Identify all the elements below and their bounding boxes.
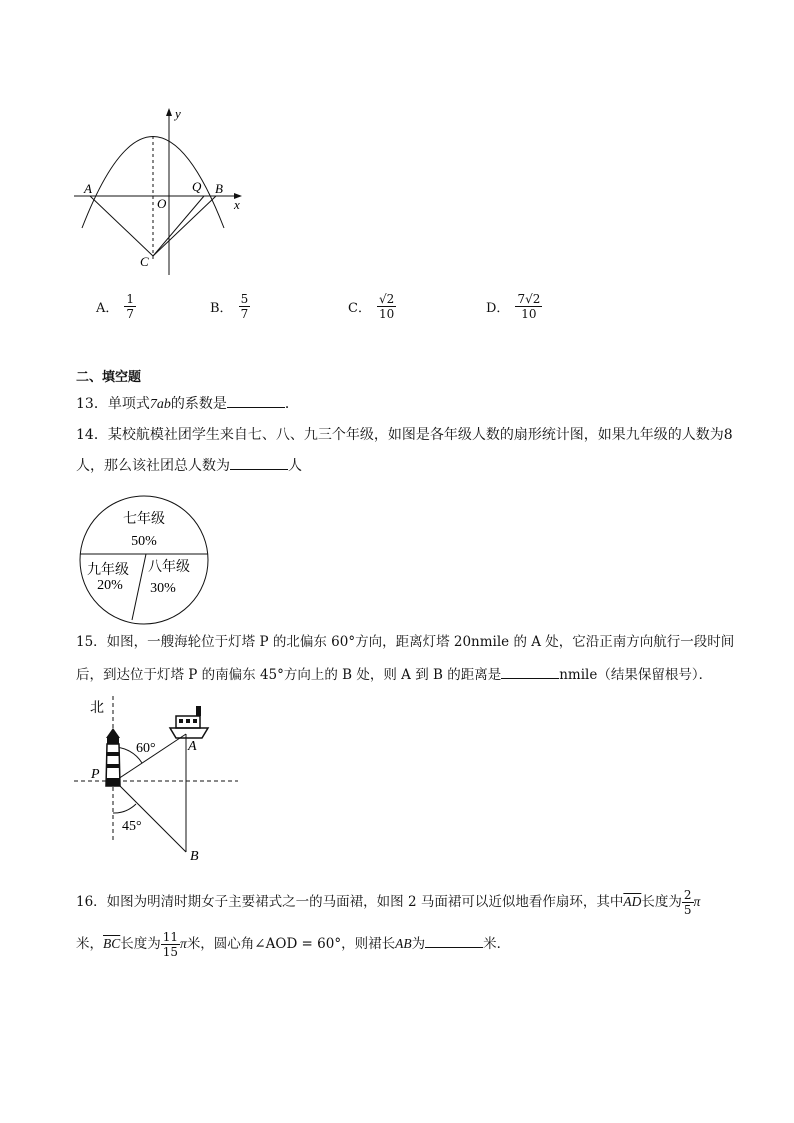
angle-60-label: 60°	[136, 741, 156, 756]
option-b[interactable]: B． $\frac{5}{7}$	[210, 292, 249, 321]
pie-seventh-name: 七年级	[123, 511, 165, 527]
label-A: A	[84, 181, 92, 196]
option-d-fraction: $\frac{7√2}{10}$	[517, 292, 541, 321]
section-title: 二、填空题	[76, 370, 142, 385]
pie-divider	[132, 554, 146, 620]
answer-blank-16[interactable]	[425, 933, 483, 948]
pie-chart	[76, 492, 212, 628]
question-14-line1: 14．某校航模社团学生来自七、八、九三个年级，如图是各年级人数的扇形统计图，如果九年级的人数为8	[76, 427, 733, 443]
fraction-2-5: $\frac{2}{5}$	[683, 888, 692, 917]
label-O: O	[157, 196, 167, 211]
angle-45-label: 45°	[122, 819, 142, 834]
y-arrow	[166, 108, 172, 116]
option-a[interactable]: A． $\frac{1}{7}$	[96, 292, 135, 321]
segment-AC	[90, 196, 153, 256]
option-c-fraction: $\frac{√2}{10}$	[378, 292, 395, 321]
lighthouse-figure	[70, 692, 250, 868]
label-B: B	[190, 849, 199, 864]
ship-icon	[170, 706, 208, 738]
question-15-line2: 后，到达位于灯塔 P 的南偏东 45°方向上的 B 处，则 A 到 B 的距离是 nmile（结果保留根号）．	[76, 664, 712, 685]
answer-blank-14[interactable]	[230, 455, 288, 470]
fraction-11-15: $\frac{11}{15}$	[162, 930, 179, 959]
pie-seventh-pct: 50%	[131, 534, 157, 549]
pie-ninth-name: 九年级	[87, 562, 129, 578]
angle-45-arc	[113, 804, 136, 813]
question-13: 13．单项式7ab的系数是 ．	[76, 393, 299, 415]
option-a-fraction: $\frac{1}{7}$	[126, 292, 135, 321]
answer-blank-13[interactable]	[227, 393, 285, 408]
question-14-line2: 人，那么该社团总人数为 人	[76, 455, 302, 476]
option-d[interactable]: D． $\frac{7√2}{10}$	[486, 292, 541, 321]
lighthouse-icon	[106, 728, 120, 786]
option-c[interactable]: C． $\frac{√2}{10}$	[348, 292, 395, 321]
segment-PB	[115, 781, 186, 852]
label-B: B	[215, 181, 223, 196]
question-16-line2: 米，$\overline{BC}$长度为 $\frac{11}{15}$ π米，圆心角∠AOD = 60°，则裙长AB为 米．	[76, 930, 511, 959]
question-15-line1: 15．如图，一艘海轮位于灯塔 P 的北偏东 60°方向，距离灯塔 20nmile 的 A 处，它沿正南方向航行一段时间	[76, 634, 735, 650]
label-C: C	[140, 254, 149, 269]
label-y: y	[175, 106, 181, 121]
north-label: 北	[90, 700, 104, 716]
label-Q: Q	[192, 179, 202, 194]
pie-ninth-pct: 20%	[97, 578, 123, 593]
pie-eighth-pct: 30%	[150, 581, 176, 596]
question-16-line1: 16．如图为明清时期女子主要裙式之一的马面裙，如图 2 马面裙可以近似地看作扇环，其中$\overline{AD}$长度为 $\frac{2}{5}$ π	[76, 888, 701, 917]
label-A: A	[188, 739, 197, 754]
parabola-figure	[70, 100, 260, 280]
label-x: x	[234, 197, 240, 212]
label-P: P	[91, 767, 100, 782]
pie-eighth-name: 八年级	[148, 559, 190, 575]
option-b-fraction: $\frac{5}{7}$	[240, 292, 249, 321]
answer-blank-15[interactable]	[501, 664, 559, 679]
